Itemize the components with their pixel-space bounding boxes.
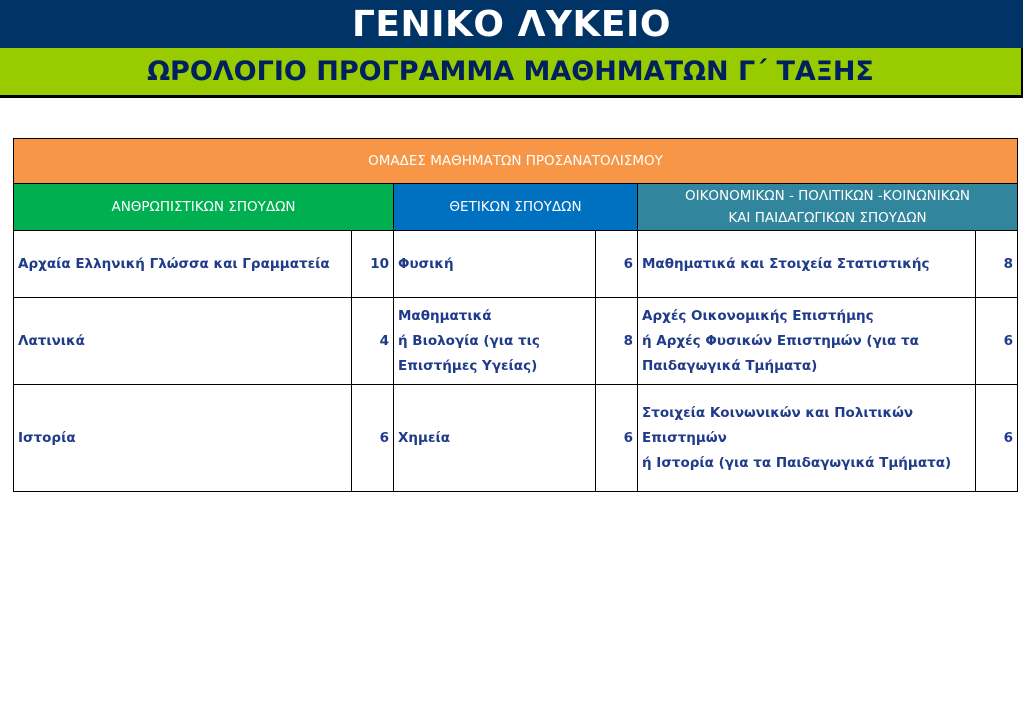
economics-subject (638, 298, 976, 385)
humanities-subject: Λατινικά (14, 298, 352, 385)
humanities-hours: 4 (352, 298, 394, 385)
page-title: ΓΕΝΙΚΟ ΛΥΚΕΙΟ (0, 0, 1023, 48)
economics-hours: 8 (976, 231, 1018, 298)
table-row (14, 231, 1018, 298)
subject-line: Στοιχεία Κοινωνικών και Πολιτικών (642, 404, 914, 421)
economics-subject (638, 385, 976, 492)
humanities-hours: 10 (352, 231, 394, 298)
positive-hours: 8 (596, 298, 638, 385)
stream-header-humanities: ΑΝΘΡΩΠΙΣΤΙΚΩΝ ΣΠΟΥΔΩΝ (14, 184, 394, 231)
stream-header-economics-line: ΚΑΙ ΠΑΙΔΑΓΩΓΙΚΩΝ ΣΠΟΥΔΩΝ (728, 210, 927, 226)
subject-line: Χημεία (398, 429, 451, 446)
subject-line: Επιστημών (642, 429, 727, 446)
subject-line: Μαθηματικά (398, 307, 492, 324)
stream-header-positive: ΘΕΤΙΚΩΝ ΣΠΟΥΔΩΝ (394, 184, 638, 231)
positive-subject (394, 231, 596, 298)
subject-line: Επιστήμες Υγείας) (398, 357, 538, 374)
subject-line: ή Βιολογία (για τις (398, 332, 540, 349)
subject-line: Αρχές Οικονομικής Επιστήμης (642, 307, 874, 324)
subject-line: ή Ιστορία (για τα Παιδαγωγικά Τμήματα) (642, 454, 952, 471)
economics-subject (638, 231, 976, 298)
subject-line: ή Αρχές Φυσικών Επιστημών (για τα (642, 332, 919, 349)
subject-line: Μαθηματικά και Στοιχεία Στατιστικής (642, 255, 930, 272)
stream-header-economics (638, 184, 1018, 231)
humanities-subject: Ιστορία (14, 385, 352, 492)
positive-hours: 6 (596, 231, 638, 298)
subject-line: Φυσική (398, 255, 454, 272)
schedule-table (13, 138, 1018, 492)
economics-hours: 6 (976, 298, 1018, 385)
positive-subject (394, 298, 596, 385)
stream-header-economics-line: ΟΙΚΟΝΟΜΙΚΩΝ - ΠΟΛΙΤΙΚΩΝ -ΚΟΙΝΩΝΙΚΩΝ (684, 188, 971, 204)
subject-line: Παιδαγωγικά Τμήματα) (642, 357, 818, 374)
page-subtitle: ΩΡΟΛΟΓΙΟ ΠΡΟΓΡΑΜΜΑ ΜΑΘΗΜΑΤΩΝ Γ΄ ΤΑΞΗΣ (0, 48, 1023, 98)
positive-subject (394, 385, 596, 492)
humanities-hours: 6 (352, 385, 394, 492)
table-row (14, 385, 1018, 492)
humanities-subject: Αρχαία Ελληνική Γλώσσα και Γραμματεία (14, 231, 352, 298)
positive-hours: 6 (596, 385, 638, 492)
economics-hours: 6 (976, 385, 1018, 492)
table-row (14, 298, 1018, 385)
group-header: ΟΜΑΔΕΣ ΜΑΘΗΜΑΤΩΝ ΠΡΟΣΑΝΑΤΟΛΙΣΜΟΥ (14, 139, 1018, 184)
